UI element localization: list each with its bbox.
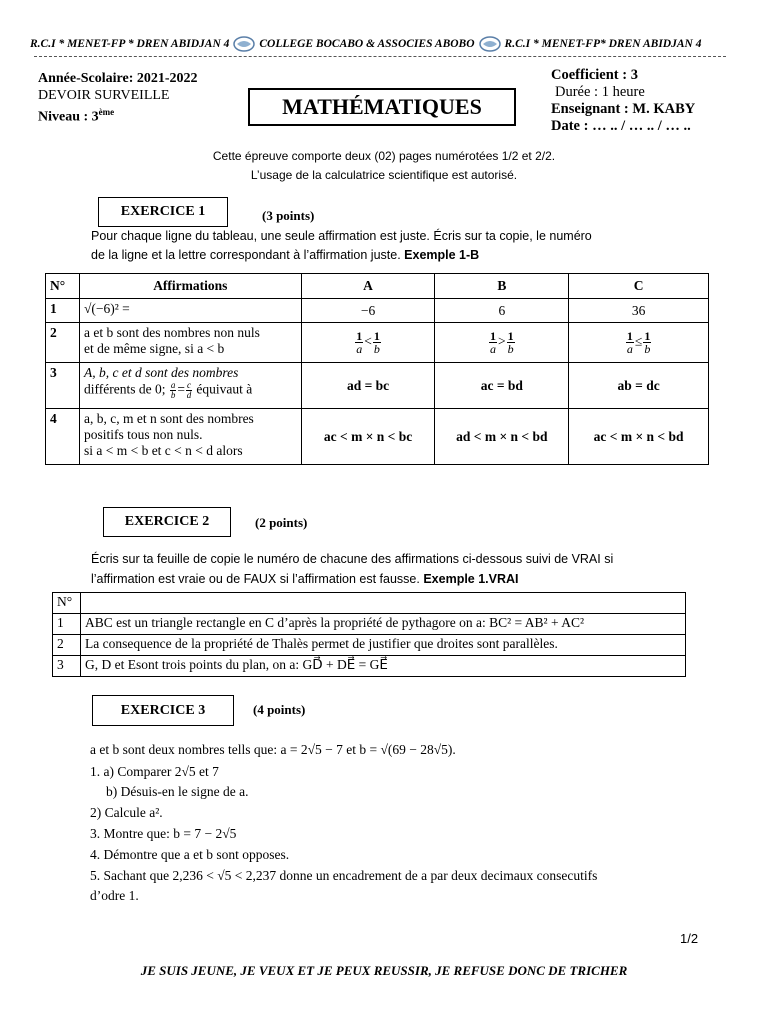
exercise-3-points: (4 points): [253, 702, 306, 717]
exercise-2-points: (2 points): [255, 515, 308, 530]
table-row: [53, 635, 686, 656]
intro-line-2: L’usage de la calculatrice scientifique est autorisé.: [250, 168, 518, 182]
option-b: ad < m × n < bd: [435, 409, 569, 465]
exercise-3-statement: a et b sont deux nombres tells que: a = 2√5 − 7 et b = √(69 − 28√5).: [90, 742, 456, 757]
row-number: 2: [53, 635, 81, 656]
exercise-1-example: Exemple 1-B: [404, 248, 480, 262]
question-4: 4. Démontre que a et b sont opposes.: [90, 847, 290, 862]
coefficient: Coefficient : 3: [551, 67, 638, 83]
intro-line-1: Cette épreuve comporte deux (02) pages numérotées 1/2 et 2/2.: [212, 149, 556, 163]
option-c: ab = dc: [569, 363, 709, 409]
statement: ABC est un triangle rectangle en C d’après la propriété de pythagore on a: BC² = AB² + AC²: [81, 614, 686, 635]
exercise-2-table: [52, 592, 686, 677]
option-a: $\frac{1}{a}$ < $\frac{1}{b}$: [301, 323, 435, 363]
question-1a: 1. a) Comparer 2√5 et 7: [90, 764, 219, 779]
option-c: ac < m × n < bd: [569, 409, 709, 465]
affirmation: a et b sont des nombres non nuls et de même signe, si a < b: [79, 323, 301, 363]
exercise-1-table: [45, 273, 709, 465]
option-a: ad = bc: [301, 363, 435, 409]
row-number: 3: [46, 363, 80, 409]
table-row: [46, 299, 709, 323]
row-number: 1: [53, 614, 81, 635]
table-row: [53, 614, 686, 635]
header-right: [551, 67, 695, 135]
option-c: 36: [569, 299, 709, 323]
row-number: 2: [46, 323, 80, 363]
school-logo-icon: [479, 36, 501, 52]
option-b: 6: [435, 299, 569, 323]
col-header-c: C: [569, 274, 709, 299]
col-header-b: B: [435, 274, 569, 299]
exercise-2-example: Exemple 1.VRAI: [423, 572, 519, 586]
row-number: 4: [46, 409, 80, 465]
date: Date : … .. / … .. / … ..: [551, 118, 691, 134]
banner-left: R.C.I * MENET-FP * DREN ABIDJAN 4: [30, 38, 230, 50]
col-header-affirmations: Affirmations: [79, 274, 301, 299]
option-a: ac < m × n < bc: [301, 409, 435, 465]
affirmation: a, b, c, m et n sont des nombres positifs tous non nuls. si a < m < b et c < n < d alors: [79, 409, 301, 465]
exercise-1-instruction-2: de la ligne et la lettre correspondant à l’affirmation juste. Exemple 1-B: [91, 248, 480, 262]
question-2: 2) Calcule a².: [90, 805, 163, 820]
banner-right: R.C.I * MENET-FP* DREN ABIDJAN 4: [504, 38, 702, 50]
statement: La consequence de la propriété de Thalès permet de justifier que droites sont parallèles.: [81, 635, 686, 656]
page-number: 1/2: [680, 931, 699, 946]
exam-type: DEVOIR SURVEILLE: [38, 88, 170, 103]
question-1b: b) Désuis-en le signe de a.: [106, 784, 249, 799]
col-header-n: N°: [53, 593, 81, 614]
level: Niveau : 3ème: [38, 107, 115, 125]
school-banner: [30, 36, 740, 52]
table-row: [46, 409, 709, 465]
option-c: $\frac{1}{a}$ ≤ $\frac{1}{b}$: [569, 323, 709, 363]
affirmation: √(−6)² =: [79, 299, 301, 323]
option-b: ac = bd: [435, 363, 569, 409]
exercise-1-points: (3 points): [262, 208, 315, 223]
duration: Durée : 1 heure: [555, 84, 645, 100]
table-row: [46, 323, 709, 363]
table-header-row: [53, 593, 686, 614]
row-number: 1: [46, 299, 80, 323]
affirmation: A, b, c et d sont des nombres différents de 0; $\frac{a}{b}$ = $\frac{c}{d}$ équivaut à: [79, 363, 301, 409]
exercise-2-title: EXERCICE 2: [103, 507, 231, 537]
table-header-row: [46, 274, 709, 299]
exercise-3-title: EXERCICE 3: [92, 695, 234, 726]
question-5: 5. Sachant que 2,236 < √5 < 2,237 donne un encadrement de a par deux decimaux consecutifs: [90, 868, 598, 883]
exercise-2-instruction-2: l’affirmation est vraie ou de FAUX si l’affirmation est fausse. Exemple 1.VRAI: [91, 572, 519, 586]
question-5-cont: d’odre 1.: [90, 888, 139, 903]
question-3: 3. Montre que: b = 7 − 2√5: [90, 826, 237, 841]
subject-title: MATHÉMATIQUES: [248, 88, 516, 126]
table-row: [46, 363, 709, 409]
banner-middle: COLLEGE BOCABO & ASSOCIES ABOBO: [259, 38, 475, 50]
option-a: −6: [301, 299, 435, 323]
exercise-1-title: EXERCICE 1: [98, 197, 228, 227]
row-number: 3: [53, 656, 81, 677]
col-header-a: A: [301, 274, 435, 299]
teacher: Enseignant : M. KABY: [551, 101, 696, 117]
exercise-2-instruction-1: Écris sur ta feuille de copie le numéro de chacune des affirmations ci-dessous suivi de VRAI si: [91, 552, 614, 566]
school-logo-icon: [233, 36, 255, 52]
col-header-n: N°: [46, 274, 80, 299]
statement: G, D et Esont trois points du plan, on a: GD⃗ + DE⃗ = GE⃗: [81, 656, 686, 677]
header-left: [38, 70, 198, 126]
table-row: [53, 656, 686, 677]
exercise-1-instruction-1: Pour chaque ligne du tableau, une seule affirmation est juste. Écris sur ta copie, le numéro: [91, 229, 592, 243]
option-b: $\frac{1}{a}$ > $\frac{1}{b}$: [435, 323, 569, 363]
footer-motto: JE SUIS JEUNE, JE VEUX ET JE PEUX REUSSIR, JE REFUSE DONC DE TRICHER: [140, 963, 628, 978]
school-year: Année-Scolaire: 2021-2022: [38, 71, 198, 86]
divider: [34, 56, 726, 57]
